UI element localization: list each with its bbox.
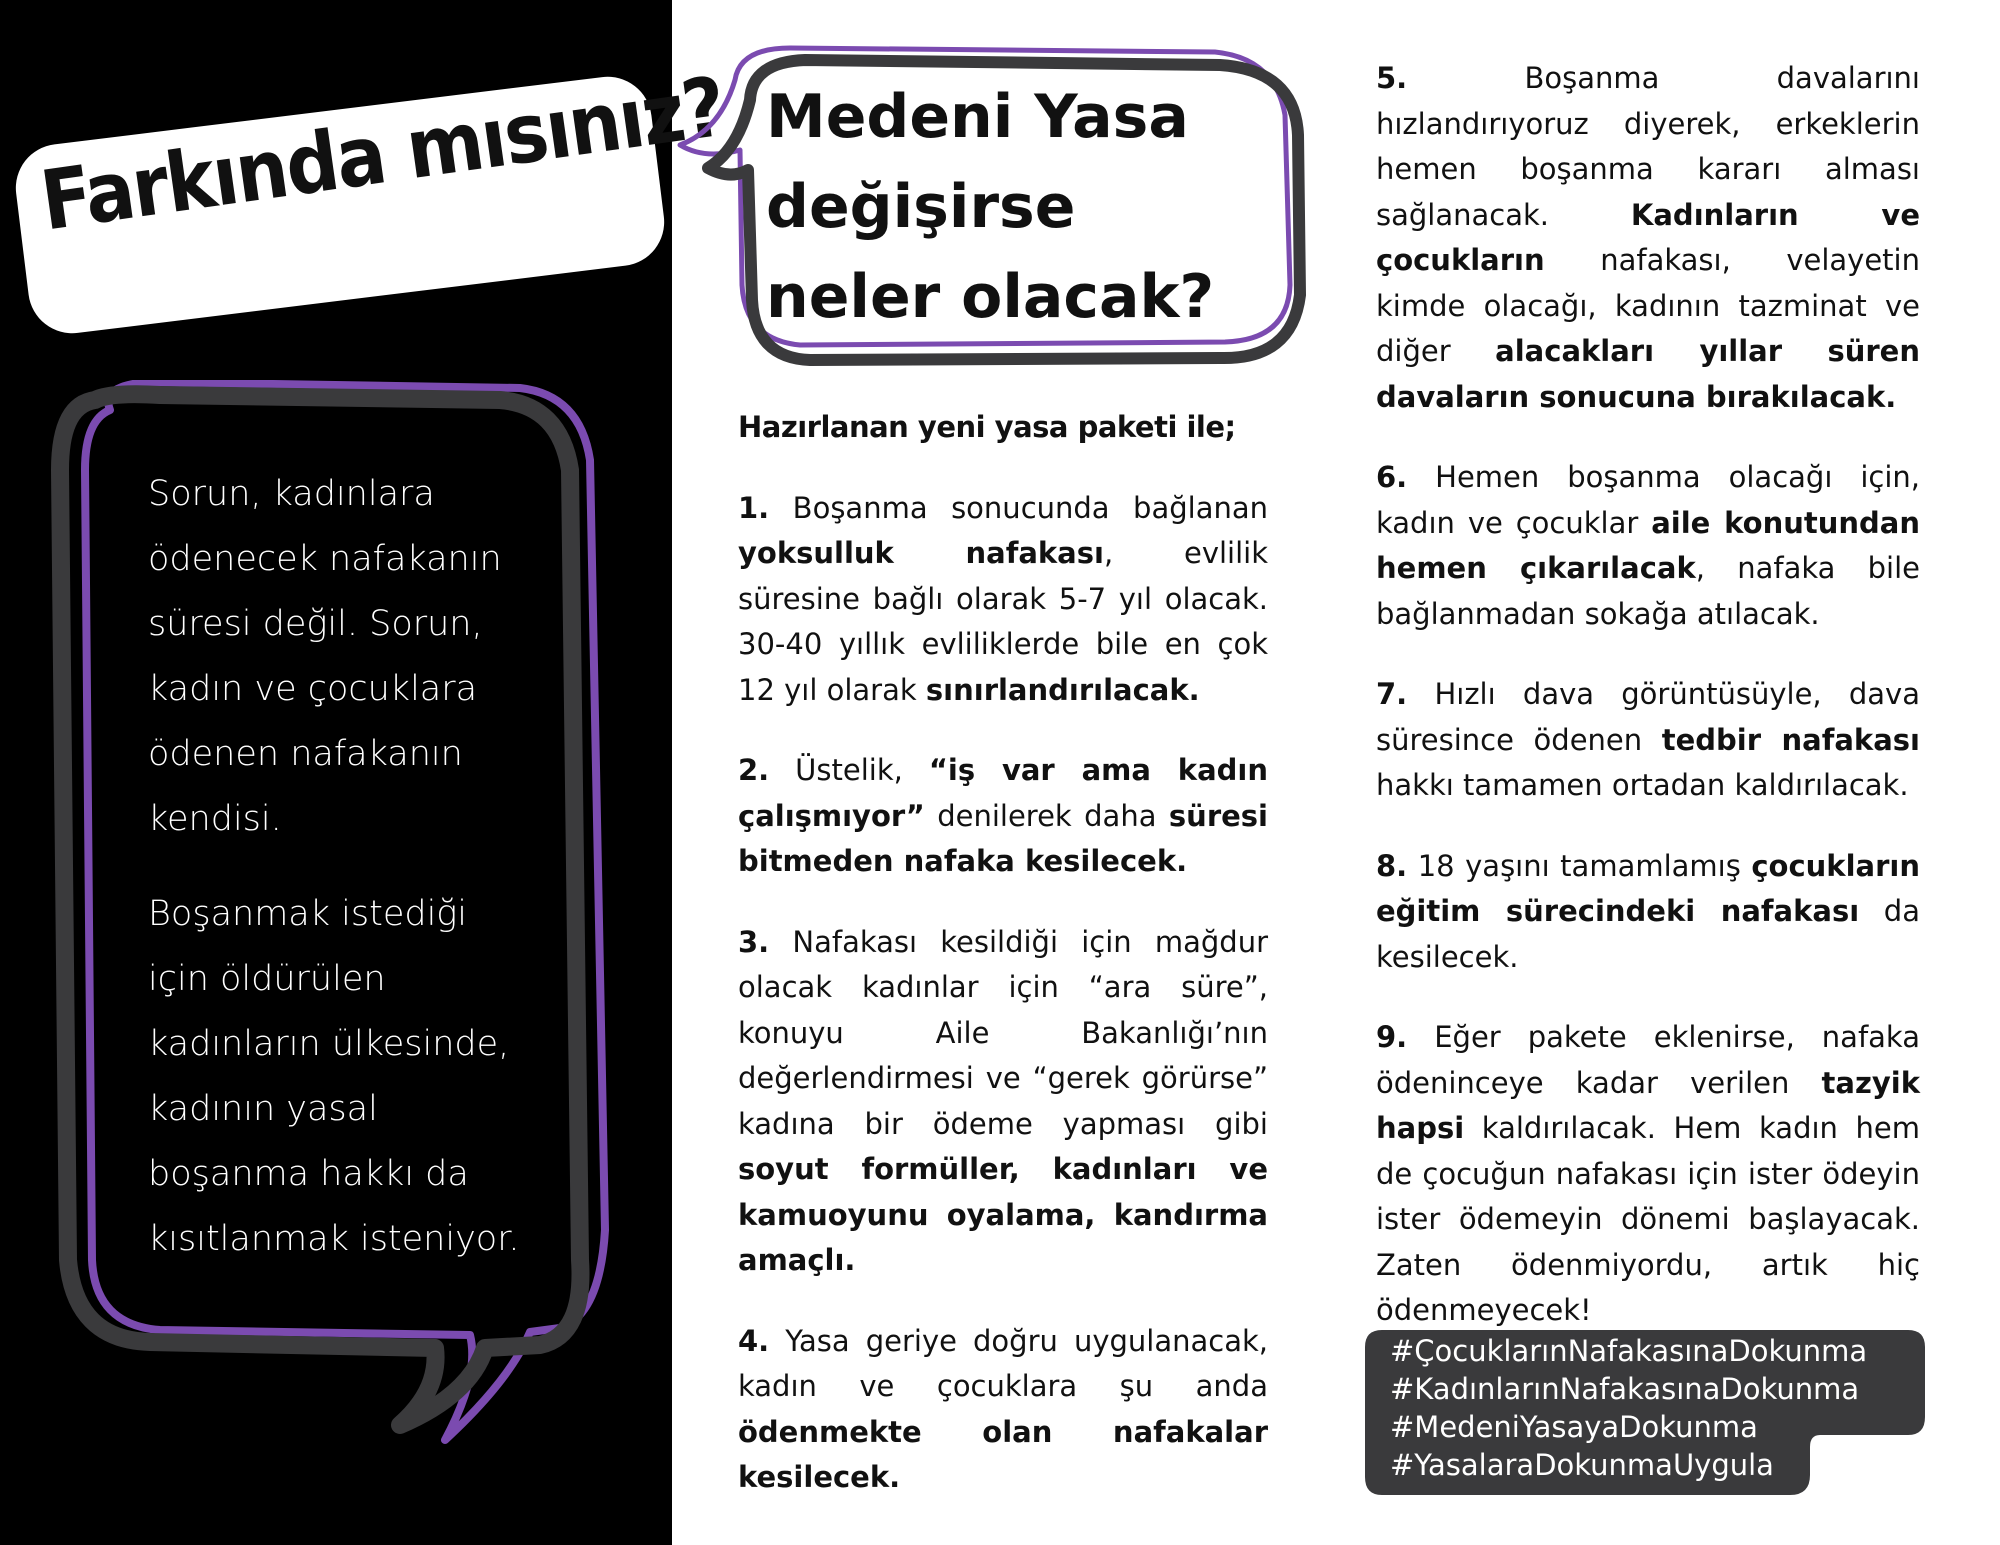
- item-text: Boşanma davalarını hızlandırıyoruz diyerek, erkeklerin hemen boşanma kararı alması sağlanacak.: [1376, 61, 1920, 232]
- item-text-bold: aile konutundan hemen çıkarılacak: [1376, 505, 1920, 585]
- item-number: 4.: [738, 1323, 770, 1358]
- item-text-bold: tazyik hapsi: [1376, 1065, 1920, 1145]
- hashtag-1: #ÇocuklarınNafakasınaDokunma: [1390, 1334, 1868, 1368]
- item-text: , nafaka bile bağlanmadan sokağa atılacak.: [1376, 551, 1920, 631]
- item-text: kaldırılacak. Hem kadın hem de çocuğun nafakası için ister ödeyin ister ödemeyin dönemi başlayacak. Zaten ödenmiyordu, artık hiç ödenmeyecek!: [1376, 1111, 1920, 1327]
- list-item: [1376, 56, 1920, 420]
- page-title: Farkında mısınız?: [35, 59, 730, 250]
- header-title-line-1: Medeni Yasa: [766, 82, 1189, 152]
- hashtag-list: [1390, 1332, 1950, 1484]
- item-text: hakkı tamamen ortadan kaldırılacak.: [1376, 768, 1909, 802]
- item-text: Boşanma sonucunda bağlanan: [769, 490, 1268, 525]
- item-number: 3.: [738, 924, 770, 959]
- item-text: Hızlı dava görüntüsüyle, dava süresince ödenen: [1376, 677, 1920, 757]
- hashtag-2: #KadınlarınNafakasınaDokunma: [1390, 1372, 1860, 1406]
- item-text: Eğer pakete eklenirse, nafaka ödeninceye kadar verilen: [1376, 1020, 1920, 1100]
- intro-text: Hazırlanan yeni yasa paketi ile;: [738, 410, 1236, 444]
- item-text-bold: Kadınların ve çocukların: [1376, 197, 1921, 277]
- list-item: [738, 920, 1268, 1284]
- item-text-bold: “iş var ama kadın çalışmıyor”: [738, 753, 1268, 833]
- item-text: da kesilecek.: [1376, 894, 1920, 974]
- header-title-line-2: değişirse: [766, 172, 1076, 242]
- item-text-bold: sınırlandırılacak.: [925, 672, 1200, 707]
- left-paragraph-1: Sorun, kadınlara ödenecek nafakanın süresi değil. Sorun, kadın ve çocuklara ödenen nafakanın kendisi.: [148, 474, 502, 839]
- item-text-bold: ödenmekte olan nafakalar kesilecek.: [738, 1414, 1268, 1494]
- item-text: nafakası, velayetin kimde olacağı, kadının tazminat ve diğer: [1376, 243, 1920, 368]
- item-text-bold: tedbir nafakası: [1661, 722, 1920, 757]
- left-bubble-text: [148, 462, 528, 1272]
- item-text: Hemen boşanma olacağı için, kadın ve çocuklar: [1376, 460, 1920, 540]
- item-text: Nafakası kesildiği için mağdur olacak kadınlar için “ara süre”, konuyu Aile Bakanlığı’nın değerlendirmesi ve “gerek görürse” kadına bir ödeme yapması gibi: [738, 924, 1268, 1141]
- item-number: 7.: [1376, 677, 1408, 711]
- item-number: 5.: [1376, 61, 1408, 95]
- item-text: , evlilik süresine bağlı olarak 5-7 yıl olacak. 30-40 yıllık evliliklerde bile en çok 12 yıl olarak: [738, 536, 1269, 707]
- item-text-bold: soyut formüller, kadınları ve kamuoyunu oyalama, kandırma amaçlı.: [738, 1152, 1268, 1277]
- item-text-bold: süresi bitmeden nafaka kesilecek.: [738, 798, 1268, 878]
- item-text-bold: çocukların eğitim sürecindeki nafakası: [1376, 848, 1920, 928]
- item-number: 9.: [1376, 1020, 1408, 1054]
- hashtag-4: #YasalaraDokunmaUygula: [1390, 1448, 1774, 1482]
- list-item: [738, 748, 1268, 885]
- list-item: [738, 486, 1268, 714]
- header-title-line-3: neler olacak?: [766, 262, 1215, 332]
- left-paragraph-2: Boşanmak istediği için öldürülen kadınların ülkesinde, kadının yasal boşanma hakkı da kısıtlanmak isteniyor.: [148, 894, 520, 1259]
- item-number: 1.: [738, 490, 770, 525]
- item-text-bold: yoksulluk nafakası: [738, 536, 1104, 570]
- middle-column: [738, 405, 1268, 1536]
- item-text: 18 yaşını tamamlamış: [1407, 848, 1752, 883]
- item-text: Yasa geriye doğru uygulanacak, kadın ve çocuklara şu anda: [738, 1323, 1268, 1403]
- list-item: [738, 1319, 1268, 1501]
- list-item: [1376, 672, 1920, 809]
- item-number: 2.: [738, 753, 770, 787]
- list-item: [1376, 1015, 1920, 1334]
- header-title: [766, 72, 1286, 342]
- list-item: [1376, 455, 1920, 637]
- item-number: 6.: [1376, 460, 1408, 494]
- item-text-bold: alacakları yıllar süren davaların sonucuna bırakılacak.: [1376, 334, 1920, 414]
- right-column: [1376, 56, 1920, 1369]
- item-number: 8.: [1376, 848, 1408, 883]
- list-item: [1376, 844, 1920, 981]
- hashtag-3: #MedeniYasayaDokunma: [1390, 1410, 1758, 1444]
- item-text: denilerek daha: [924, 798, 1169, 833]
- item-text: Üstelik,: [769, 753, 929, 787]
